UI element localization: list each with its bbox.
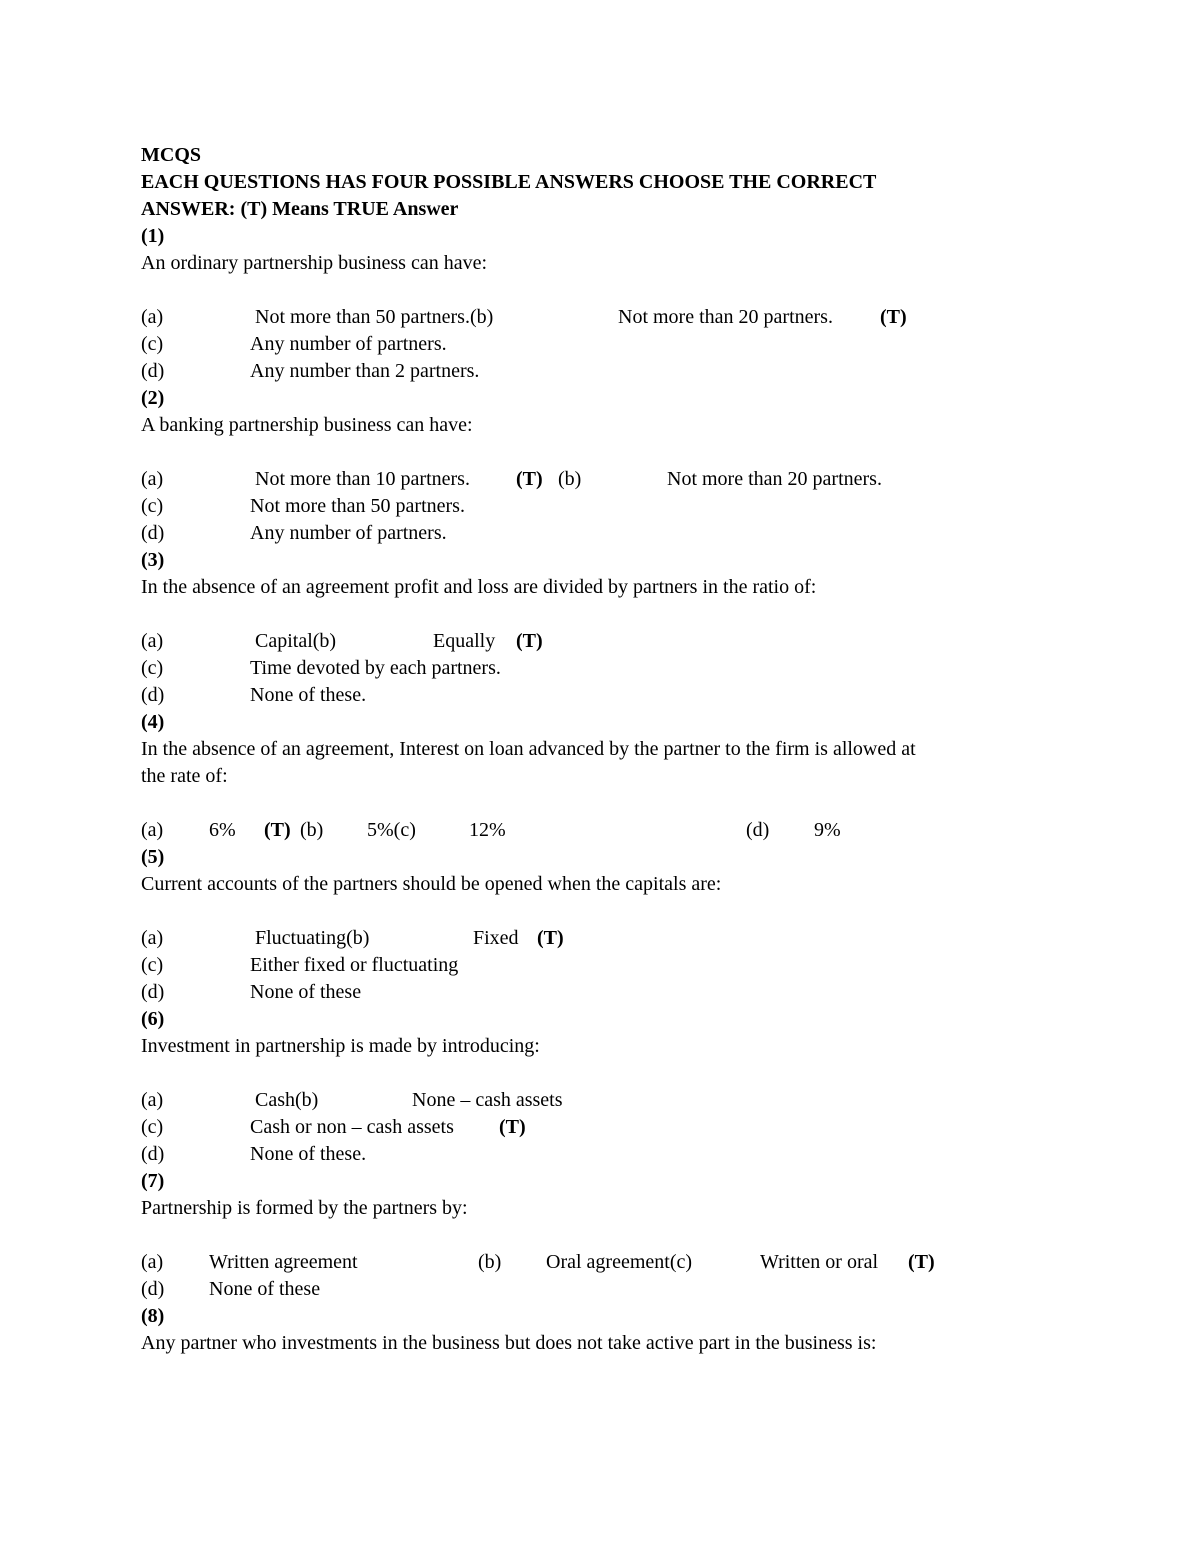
q6-option-c-text: Cash or non – cash assets xyxy=(250,1116,454,1138)
q4-option-c-text: 12% xyxy=(469,819,506,841)
q6-option-c-label: (c) xyxy=(141,1116,164,1138)
q6-true-mark: (T) xyxy=(499,1116,526,1138)
question-4-text-line-1: In the absence of an agreement, Interest on loan advanced by the partner to the firm is allowed at xyxy=(141,738,916,760)
q2-option-a-text: Not more than 10 partners. xyxy=(255,468,470,490)
q6-option-a-label: (a) xyxy=(141,1089,164,1111)
question-2-text: A banking partnership business can have: xyxy=(141,414,473,436)
q4-option-a-label: (a) xyxy=(141,819,164,841)
question-3-text: In the absence of an agreement profit and loss are divided by partners in the ratio of: xyxy=(141,576,817,598)
q2-option-c-label: (c) xyxy=(141,495,164,517)
q7-option-c-text: Written or oral xyxy=(760,1251,879,1273)
q1-true-mark: (T) xyxy=(880,306,907,328)
q6-option-d-text: None of these. xyxy=(250,1143,367,1165)
q3-option-a-text: Capital(b) xyxy=(255,630,337,652)
q2-option-d-label: (d) xyxy=(141,522,165,544)
instruction-line-2: ANSWER: (T) Means TRUE Answer xyxy=(141,198,459,220)
q1-option-c-label: (c) xyxy=(141,333,164,355)
q5-option-b-text: Fixed xyxy=(473,927,519,949)
question-5-number: (5) xyxy=(141,846,165,868)
instruction-line-1: EACH QUESTIONS HAS FOUR POSSIBLE ANSWERS CHOOSE THE CORRECT xyxy=(141,171,877,193)
q3-option-d-text: None of these. xyxy=(250,684,367,706)
document-title: MCQS xyxy=(141,144,201,166)
q5-option-c-label: (c) xyxy=(141,954,164,976)
q1-option-c-text: Any number of partners. xyxy=(250,333,447,355)
q4-option-d-label: (d) xyxy=(746,819,770,841)
q1-option-d-label: (d) xyxy=(141,360,165,382)
q6-option-d-label: (d) xyxy=(141,1143,165,1165)
q7-option-d-text: None of these xyxy=(209,1278,321,1300)
q3-option-c-text: Time devoted by each partners. xyxy=(250,657,501,679)
question-3-number: (3) xyxy=(141,549,165,571)
question-6-number: (6) xyxy=(141,1008,165,1030)
q5-true-mark: (T) xyxy=(537,927,564,949)
q3-true-mark: (T) xyxy=(516,630,543,652)
question-2-number: (2) xyxy=(141,387,165,409)
question-7-text: Partnership is formed by the partners by: xyxy=(141,1197,468,1219)
q5-option-d-text: None of these xyxy=(250,981,362,1003)
q7-true-mark: (T) xyxy=(908,1251,935,1273)
q3-option-d-label: (d) xyxy=(141,684,165,706)
q4-option-b-label: (b) xyxy=(300,819,324,841)
q5-option-a-text: Fluctuating(b) xyxy=(255,927,370,949)
q3-option-a-label: (a) xyxy=(141,630,164,652)
q7-option-b-text: Oral agreement(c) xyxy=(546,1251,693,1273)
q2-option-c-text: Not more than 50 partners. xyxy=(250,495,465,517)
q4-true-mark: (T) xyxy=(264,819,291,841)
question-4-number: (4) xyxy=(141,711,165,733)
q2-true-mark: (T) xyxy=(516,468,543,490)
q3-option-c-label: (c) xyxy=(141,657,164,679)
question-1-text: An ordinary partnership business can have: xyxy=(141,252,488,274)
q1-option-a-label: (a) xyxy=(141,306,164,328)
q6-option-b-text: None – cash assets xyxy=(412,1089,563,1111)
q4-option-d-text: 9% xyxy=(814,819,841,841)
q7-option-a-label: (a) xyxy=(141,1251,164,1273)
question-5-text: Current accounts of the partners should be opened when the capitals are: xyxy=(141,873,722,895)
q4-option-b-text: 5%(c) xyxy=(367,819,416,841)
q1-option-a-text: Not more than 50 partners.(b) xyxy=(255,306,494,328)
q2-option-a-label: (a) xyxy=(141,468,164,490)
q1-option-b-text: Not more than 20 partners. xyxy=(618,306,833,328)
question-7-number: (7) xyxy=(141,1170,165,1192)
q2-option-b-label: (b) xyxy=(558,468,582,490)
question-8-text: Any partner who investments in the business but does not take active part in the business is: xyxy=(141,1332,877,1354)
q4-option-a-text: 6% xyxy=(209,819,236,841)
q5-option-d-label: (d) xyxy=(141,981,165,1003)
q1-option-d-text: Any number than 2 partners. xyxy=(250,360,480,382)
question-8-number: (8) xyxy=(141,1305,165,1327)
q2-option-b-text: Not more than 20 partners. xyxy=(667,468,882,490)
question-6-text: Investment in partnership is made by introducing: xyxy=(141,1035,540,1057)
question-1-number: (1) xyxy=(141,225,165,247)
q6-option-a-text: Cash(b) xyxy=(255,1089,319,1111)
q5-option-c-text: Either fixed or fluctuating xyxy=(250,954,459,976)
q3-option-b-text: Equally xyxy=(433,630,496,652)
q7-option-b-label: (b) xyxy=(478,1251,502,1273)
q7-option-d-label: (d) xyxy=(141,1278,165,1300)
q7-option-a-text: Written agreement xyxy=(209,1251,358,1273)
q5-option-a-label: (a) xyxy=(141,927,164,949)
q2-option-d-text: Any number of partners. xyxy=(250,522,447,544)
question-4-text-line-2: the rate of: xyxy=(141,765,228,787)
